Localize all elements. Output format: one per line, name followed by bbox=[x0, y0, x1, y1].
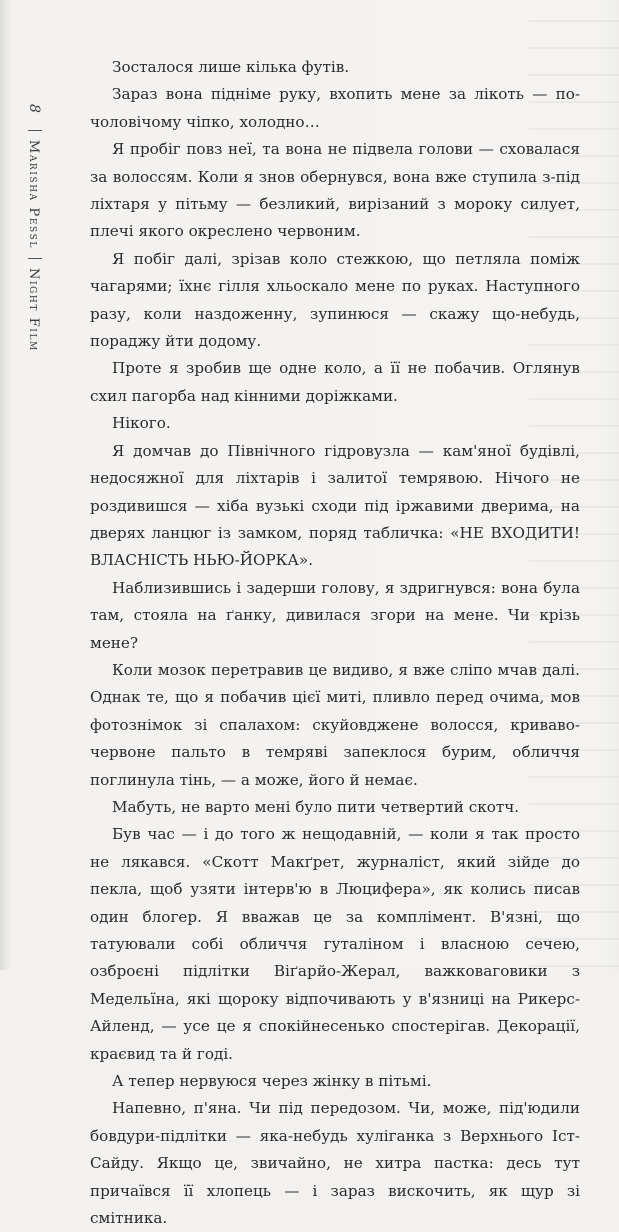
paragraph: Мабуть, не варто мені було пити четвертий скотч. bbox=[112, 797, 520, 816]
paragraph: Зосталося лише кілька футів. bbox=[112, 58, 350, 76]
paragraph: Проте я зробив ще одне коло, а її не побачив. Оглянув схил пагорба над кінними доріжками. bbox=[90, 359, 580, 405]
running-head-separator bbox=[28, 258, 42, 259]
paragraph: Зараз вона підніме руку, вхопить мене за лікоть — по-чоловічому чіпко, холодно… bbox=[90, 85, 580, 131]
page-number: 8 bbox=[26, 104, 42, 113]
paragraph: Наблизившись і задерши голову, я здригнувся: вона була там, стояла на ґанку, дивилася згори на мене. Чи крізь мене? bbox=[90, 578, 580, 652]
paragraph: Я пробіг повз неї, та вона не підвела голови — сховалася за волоссям. Коли я знов обернувся, вона вже ступила з-під ліхтаря у пітьму — безликий, вирізаний з мороку силует, плечі якого окреслено червоним. bbox=[90, 140, 580, 241]
gutter-shadow bbox=[0, 0, 10, 970]
running-head-title: Night Film bbox=[26, 267, 41, 352]
paragraph: Був час — і до того ж нещодавній, — коли я так просто не лякався. «Скотт Макґрет, журналіст, який зійде до пекла, щоб узяти інтерв'ю в Люцифера», як колись писав один блогер. Я вважав це за комплімент. В'язні, що татуювали собі обличчя гуталіном і власною сечею, озброєні підлітки Віґарйо-Жерал, важковаговики з Медельїна, які щороку відпочивають у в'язниці на Рикерс-Айленд, — усе це я спокійнесенько спостерігав. Декорації, краєвид та й годі. bbox=[90, 825, 580, 1063]
paragraph: А тепер нервуюся через жінку в пітьмі. bbox=[112, 1072, 432, 1091]
running-head-text bbox=[26, 104, 42, 352]
paragraph: Нікого. bbox=[112, 414, 171, 433]
body-text bbox=[90, 54, 580, 1232]
paragraph: Напевно, п'яна. Чи під передозом. Чи, може, під'юдили бовдури-підлітки — яка-небудь хуліганка з Верхнього Іст-Сайду. Якщо це, звичайно, не хитра пастка: десь тут причаївся її хлопець — і зараз вискочить, як щур зі смітника. bbox=[90, 1099, 580, 1228]
paragraph: Я побіг далі, зрізав коло стежкою, що петляла поміж чагарями; їхнє гілля хльоскало мене по руках. Наступного разу, коли наздоженну, зупинюся — скажу що-небудь, пораджу йти додому. bbox=[90, 249, 580, 351]
running-head bbox=[20, 104, 42, 464]
paragraph: Коли мозок перетравив це видиво, я вже сліпо мчав далі. Однак те, що я побачив цієї миті, пливло перед очима, мов фотознімок зі спалахом: скуйовджене волосся, криваво-червоне пальто в темряві запеклося бурим, обличчя поглинула тінь, — а може, його й немає. bbox=[90, 660, 580, 789]
running-head-author: Marisha Pessl bbox=[26, 139, 41, 249]
running-head-separator bbox=[28, 130, 42, 131]
paragraph: Я домчав до Північного гідровузла — кам'яної будівлі, недосяжної для ліхтарів і залитої темрявою. Нічого не роздивишся — хіба вузькі сходи під іржавими дверима, на дверях ланцюг із замком, поряд табличка: «НЕ ВХОДИТИ! ВЛАСНІСТЬ НЬЮ-ЙОРКА». bbox=[90, 441, 580, 570]
